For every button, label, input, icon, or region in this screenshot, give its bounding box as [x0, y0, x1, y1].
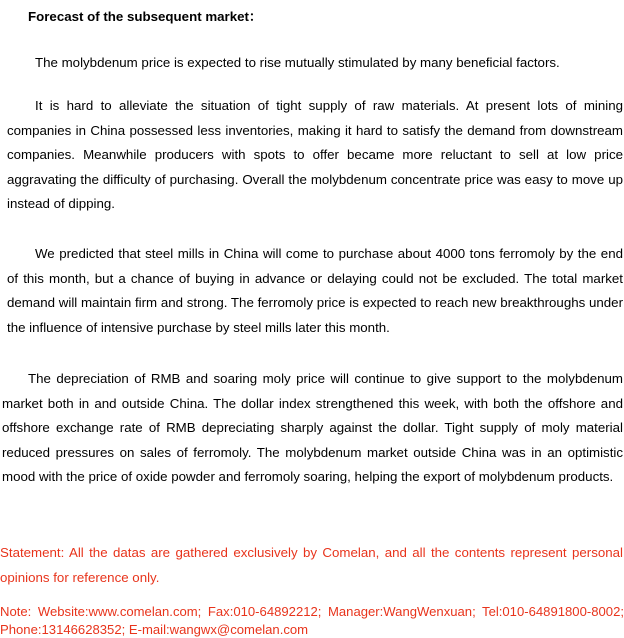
contact-note: Note: Website:www.comelan.com; Fax:010-64892212; Manager:WangWenxuan; Tel:010-64891800-8002; Phone:13146628352; E-mail:wangwx@comelan.com	[0, 604, 624, 637]
paragraph-raw-materials: It is hard to alleviate the situation of tight supply of raw materials. At present lots of mining companies in China possessed less inventories, making it hard to satisfy the demand from downstream companies. Meanwhile producers with spots to offer became more reluctant to sell at low price aggravating the difficulty of purchasing. Overall the molybdenum concentrate price was easy to move up instead of dipping.	[7, 98, 623, 211]
section-heading: Forecast of the subsequent market：	[28, 9, 263, 24]
paragraph-rmb-depreciation: The depreciation of RMB and soaring moly price will continue to give support to the molybdenum market both in and outside China. The dollar index strengthened this week, with both the offshore and offshore exchange rate of RMB depreciating sharply against the dollar. Tight supply of moly material reduced pressures on sales of ferromoly. The molybdenum market outside China was in an optimistic mood with the price of oxide powder and ferromoly soaring, helping the export of molybdenum products.	[2, 371, 623, 484]
paragraph-outlook: The molybdenum price is expected to rise mutually stimulated by many beneficial factors.	[35, 55, 560, 70]
paragraph-steel-mills: We predicted that steel mills in China will come to purchase about 4000 tons ferromoly by the end of this month, but a chance of buying in advance or delaying could not be excluded. The total market demand will maintain firm and strong. The ferromoly price is expected to reach new breakthroughs under the influence of intensive purchase by steel mills later this month.	[7, 246, 623, 335]
statement-disclaimer: Statement: All the datas are gathered exclusively by Comelan, and all the contents represent personal opinions for reference only.	[0, 545, 623, 585]
